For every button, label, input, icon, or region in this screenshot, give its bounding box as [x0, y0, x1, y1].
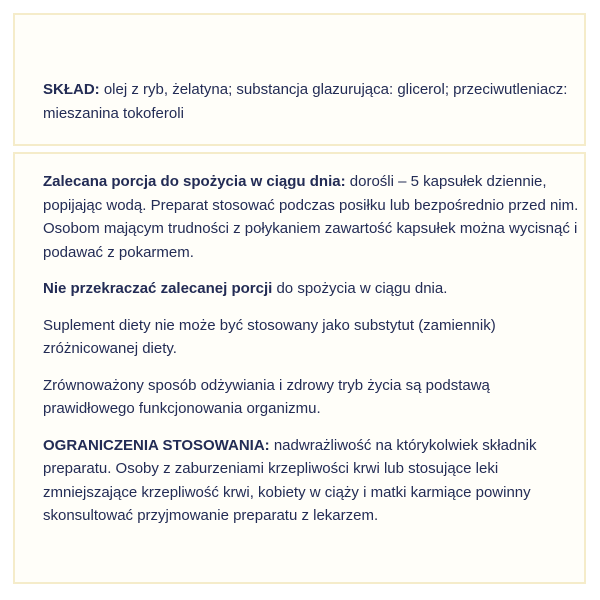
balanced-diet-text: Zrównoważony sposób odżywiania i zdrowy tryb życia są podstawą prawidłowego funkcjonowania organizmu.: [43, 376, 490, 417]
warning-label: Nie przekraczać zalecanej porcji: [43, 280, 273, 297]
restrictions-paragraph: [43, 434, 580, 528]
ingredients-label: SKŁAD:: [43, 81, 100, 98]
usage-box: [13, 152, 586, 584]
restrictions-label: OGRANICZENIA STOSOWANIA:: [43, 436, 270, 454]
warning-paragraph: [43, 277, 580, 301]
dosage-text: dorośli – 5 kapsułek dziennie, popijając wodą. Preparat stosować podczas posiłku lub bezpośrednio przed nim. Osobom mającym trudności z połykaniem zawartość kapsułek można wycisnąć i podawać z pokarmem.: [43, 173, 579, 261]
balanced-diet-paragraph: [43, 374, 580, 421]
ingredients-text: olej z ryb, żelatyna; substancja glazurująca: glicerol; przeciwutleniacz: mieszanina tokoferoli: [43, 81, 568, 122]
dosage-label: Zalecana porcja do spożycia w ciągu dnia:: [43, 173, 346, 190]
substitute-note-text: Suplement diety nie może być stosowany jako substytut (zamiennik) zróżnicowanej diety.: [43, 316, 496, 357]
dosage-paragraph: [43, 170, 580, 264]
substitute-note-paragraph: [43, 314, 580, 361]
warning-text: do spożycia w ciągu dnia.: [272, 280, 448, 297]
ingredients-box: [13, 13, 586, 146]
restrictions-text: nadwrażliwość na którykolwiek składnik preparatu. Osoby z zaburzeniami krzepliwości krwi lub stosujące leki zmniejszające krzepliwość krwi, kobiety w ciąży i matki karmiące powinny skonsultować przyjmowanie preparatu z lekarzem.: [43, 436, 537, 524]
ingredients-paragraph: [43, 78, 580, 125]
